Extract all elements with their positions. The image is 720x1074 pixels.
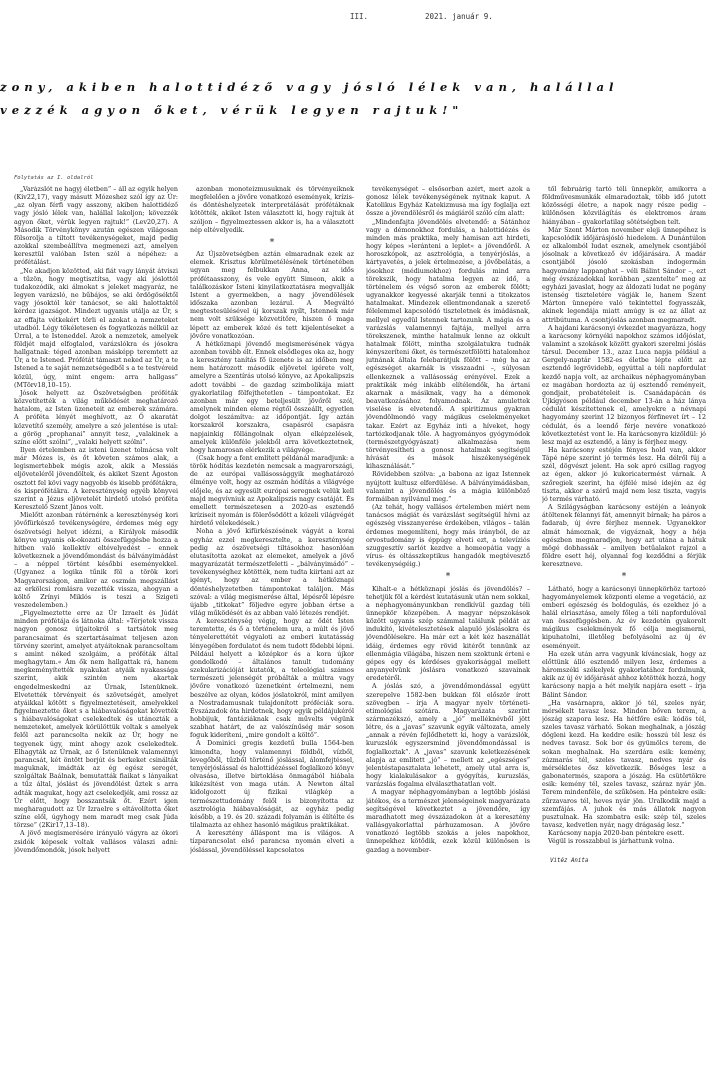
page-header [0, 8, 720, 30]
article-paragraph: A magyar néphagyományban a legtöbb jóslási játékos, és a természet jelenségeinek magyarázata segítségével következtet a jövendőre, így maradhatott meg évszázadokon át a keresztény vallásgyakorlattal párhuzamosan. A jövőre vonatkozó legtöbb szokás a jeles napokhoz, ünnepekhez kötődik, ezek közül különösen is gazdag a november- [366, 789, 530, 854]
article-paragraph: Jósok helyett az Ószövetségben próféták közvetítették a világ működését meghatározó hatalom, az Isten üzeneteit az emberek számára. A próféta lényét meghívott, az Ő akaratát közvetítő személy, amelyre a szó jelentése is utal: a görög „prophanai” annyit tesz, „valakinek a színe előtt szólni”, „valaki helyett szólni”. [14, 389, 178, 446]
article-paragraph: „Mindenfajta jövendölés elvetendő: a Sátánhoz vagy a démonokhoz fordulás, a halottidézés és minden más praktika, mely hamisan azt hirdeti, hogy képes »leránteni a leplet« a jövendőről. A horoszkópok, az asztrológia, a tenyérjóslás, a kártyavetés, a jelek értelmezése, a jövőbelátás, a jósokhoz (médiumokhoz) fordulás mind arra törekszik, hogy hatalma legyen az idő, a történelem és végső soron az emberek fölött; ugyanakkor kegyessé akarják tenni a titokzatos hatalmakat. Mindezek ellentmondanak a szerető félelemmel kapcsolódó tiszteletnek és imádásnak, mellyel egyedül Istennek tartozunk. A mágia és a varázslás valamennyi fajtája, mellyel arra törekszenek, minthe hatalmuk lenne az okkult hatalmak fölött, mintha szolgálatukra tudnák kényszeríteni őket, és természetfölötti hatalomhoz jutnának általa felebarátjuk fölött – még ha az egészséget akarnák is visszaadni –, súlyosan ellenkeznek a vallásosság erényével. Ezek a praktikák még inkább elítélendők, ha ártani akarnak a másiknak, vagy ha a démonok beavatkozásához folyamodnak. Az amulettek viselése is elvetendő. A spiritizmus gyakran jövendölmondó vagy mágikus cselekményeket takar. Ezért az Egyház inti a híveket, hogy tartózkodjanak tőle. A hagyományos gyógymódok (természetgyógyászat) alkalmazása nem törvényesítheti a gonosz hatalmak segítségül hívását és mások hiszékenységének kihasználását.” [366, 218, 530, 471]
article-paragraph: Ha ezek után arra vagyunk kíváncsiak, hogy az előttünk álló esztendő milyen lesz, érdemes a háromszéki székelyek gyakorlatához fordulnunk, akik az új év időjárását ahhoz kötötték hozzá, hogy karácsony napja a hét melyik napjára esett – írja Bálint Sándor. [542, 650, 706, 699]
article-paragraph: „Figyelmeztette erre az Úr Izraelt és Júdát minden prófétája és látnoka által: »Térjetek vissza nagyon gonosz útjaitokról s tartsátok meg parancsaimat és szertartásaimat teljesen azon törvény szerint, amelyet atyáitoknak parancsoltam s amint néked szolgáim, a próféták által meghagytam.« Ám ők nem hallgattak rá, hanem megkeményítették nyakukat atyáik nyakassága szerint, akik szintén nem akartak engedelmeskedni az Úrnak, Istenüknek. Elvetették törvényeit és szövetségét, amelyet atyáikkal kötött s figyelmeztetéseit, amelyekkel figyelmeztette őket s a hiábavalóságokat követték s hiábavalóságokat cselekedtek és utánozták a nemzeteket, amelyek körülöttük voltak s amelyek felől azt parancsolta nekik az Úr, hogy ne tegyenek úgy, mint ahogy azok cselekedtek. Elhagyták az Úrnak, az ő Istenüknek valamennyi parancsát, két öntött borjút és berkeket csinálták maguknak, imádták az ég egész seregét, szolgáltak Baálnak, bemutatták fiaikat s lányaikat a tűz által, jóslást és jövendölést űztek s arra adták magukat, hogy azt cselekedjék, ami rossz az Úr előtt, hogy bosszantsák őt. Ezért igen megharagudott az Úr Izraelre s eltávolította őket színe elől, úgyhogy nem maradt meg csak Júda törzse” (2Kir17,13–18). [14, 610, 178, 830]
article-paragraph: A Dominici gregis kezdetű bulla 1564-ben kimondta, hogy valamennyi földből, vízből, levegőből, tűzből történő jóslással, álomfejtéssel, tenyérjóslással és halottidézéssel foglalkozó könyv olvasása, illetve birtoklása önmagából hiábala kikézsítést von maga után. A Newton által kidolgozott új fizikai világkép a természettudomány felől is bizonyította az asztrológia hiábavalóságát, az egyház pedig később, a 19. és 20. századi folyamán is élítélte és tilalmazta az ehhez hasonló mágikus praktikákat. [190, 740, 354, 830]
continuation-note: Folytatás az I. oldalról [14, 175, 94, 181]
article-paragraph: tevékenységet – elsősorban azért, mert azok a gonosz lélek tevékenységének nyitnak kaput. A Katolikus Egyház Katekizmusa ma így foglalja ezt össze a jövendölésről és mágiáról szóló cím alatt: [366, 186, 530, 218]
section-separator: * [269, 237, 275, 248]
article-paragraph: Kihalt-e a hétköznapi jóslás és jövendölés? – tehetjük föl a kérdést kutatásunk után nem sokkal, a néphagyományunkban rendkívül gazdag téli ünnepkör közepében. A magyar népszokások között ugyanis szép számmal találunk példát az indukító, kivételesztetések alapuló jóslásokra és jövendölésekre. Ha már ezt a két kéz használlát idáig, érdemes egy rövid kitérőt tennünk az ellenmágia világába, hiszen nem szoktunk érteni e gépes egy és kérdéses gyakorisággal mellett anyanyelvünk jóslásra vonatkozó szavainak eredetéről. [366, 585, 530, 683]
pull-quote [0, 76, 720, 122]
article-column-3 [366, 186, 530, 1066]
article-paragraph: Ilyen értelemben az isteni üzenet tolmácsa volt már Mózes is, és őt követen számos alak, a legismertebbek mégis azok, akik a Messiás eljöveteléről jövendöltek, és akiket Szent Ágoston osztott fel kövi vagy nagyobb és kisebb prófétákra, és kisprófétákra. A kereszténység egyéb könyvei szerint a Jézus eljövetelét hirdető utolsó próféta Keresztelő Szent János volt. [14, 447, 178, 512]
article-paragraph: A jövő megismerésére irányuló vágyra az ókori zsidók képesek voltak vallásos válaszi adni: jövendőmondók, jósok helyett [14, 830, 178, 854]
article-column-4 [542, 186, 706, 1066]
pull-quote-line-1: zony, akiben halottidéző vagy jósló lélek van, halállal [0, 80, 619, 94]
article-paragraph: azonban monoteizmusuknak és törvényeiknek megfelelően a jövőre vonatkozó események, krízis- és döntéshelyzetek interpretálását prófétáknak kötötték, akiket Isten választott ki, hogy rajtuk át szóljon – figyelmeztessen akkor is, ha a választott nép eltévelyedik. [190, 186, 354, 234]
article-paragraph: Látható, hogy a karácsonyi ünnepkörhöz tartozó hagyományelemek központi eleme a vegetáció, az emberi egészség és boldogulás, és ezekhez jó a halál elriasztása, amely főleg a téli napfordulóval van összefüggésben. Az év kezdetén gyakorolt mágikus cselekmények fő célja megismerni, kipuhatolni, illetőleg befolyásolni az új év eseményeit. [542, 585, 706, 650]
article-paragraph: „Ne akadjon közötted, aki fiát vagy lányát átviszi a tűzön, hogy megtisztítsa, vagy aki jóslottól tudakozódik, aki álmokat s jeleket magyaráz, ne legyen varázsló, ne bűbájos, se aki ördögöséktől vagy jósoktól kér tanácsot, se aki halottaktól kérdez igazságot. Mindezt ugyanis utálja az Úr, s az effajta vétkekért törli el azokat a nemzeteket utadból. Légy tökéletesen és fogyatkozás nélkül az Úrral, a te Isteneddel. Azok a nemzetek, amelyek földjét majd elfoglalod, varázslókra és jósokra hallgatnak: téged azonban másképp teremtett az Úr, a te Istened. Prófétát támaszt neked az Úr, a te Istened a te saját nemzetségedből s a te testvéreid közül, úgy, mint engem: arra hallgass” (MTörv18,10–15). [14, 267, 178, 389]
article-paragraph: Már Szent Márton november eleji ünnepéhez is kapcsolódik időjárásjósló hiedelem. A Dunántúlon ez alkalomból ludat esznek, amelynek csontjából jósolnak a következő év időjárására. A madár csontjából jósoló szokásban indogermán hagyomány lappanghat – véli Bálint Sándor –, ezt még évszázadokkal korábban „szentelte” meg az egyházi javaslat, hogy az áldozati ludat ne pogány istenség tiszteletére vágják le, hanem Szent Márton ünnepére való tekintettel fogyasszák, akinek legendája miatt amúgy is ez az állat az attribútuma. A csontjóslás azonban megmaradt. [542, 226, 706, 324]
article-paragraph: A jóslás szó, a jövendőmondással együtt szerepelve 1582-ben bukkan föl először írott szövegben – írja A magyar nyelv történeti-etimológiai szótára. Magyarázata szerint származékszó, amely a „jó” melléknévből jött létre, és a „javas” szavunk egyik változata, amely „annak a révén fejlődhetett ki, hogy a varázslók, kuruzslók egyszersmind jövendőmondással is foglalkoztak”. A „javas” szavunk keletkezésének alapja az emlitett „jó” – mellett az „egészséges” jelentéstapasztalata lehetett, amely utal arra is, hogy kialakulásakor a gyógyítás, kuruzslás, varázslás fogalma elválaszthatatlan volt. [366, 683, 530, 789]
article-paragraph: A hétköznapi jövendő megismerésének vágya azonban tovább élt. Ennek elsődleges oka az, hogy a keresztény tanítás fő üzenete is az időben meg nem határozott második eljövetel igérete volt, amelyre a Szentírás utolsó könyve, az Apokalipszis adott további – de gazdag szimbolikája miatt gyakorlatilag fölfejthetetlen – támpontokat. Ez azonban már egy beteljesült jövőről szól, amelynek minden eleme régtől összeállt, egyetlen dolgot leszámítva: az időpontját. Így aztán korszakról korszakra, csapásról csapásra napjainkig föllángolnak olyan elképzelések, amelyek különféle jelekből arra következtetnek, hogy hamarosan elérkezik a világvége. [190, 340, 354, 454]
article-paragraph: től februárig tartó téli ünnepkör, amikorra a földművesmunkák elmaradoztak, több idő jutott közösségi életre, a napok nagy része pedig – különösen közvilágítás és elektromos áram hiányában – gyakorlatilag sötétségben telt. [542, 186, 706, 226]
article-column-1 [14, 186, 178, 1066]
article-paragraph: A hajdani karácsonyi évkezdet magyarázza, hogy a karácsony környéki napokhoz számos időjóslat, valamint a szokások között gyakori szerelmi jóslás társul. December 13., azaz Luca napja például a Gergely-naptár 1582-es életbe lépte előtt az esztendő legrövidebb, egyúttal a téli napfordulat kezdő napja volt, az archaikus néphagyományban ez magában hordozta az új esztendő reményeit, gondjait, probatételeit is. Csanádapácán és Újkígyóson például december 13-án a ház lánya cédulát készítettenek el, amelyekre a névnapi hagyomány szerint 12 bizonyos férfinevet írt – 12 cédulát, és a leendő férje nevére vonatkozó következtetést vont le. Ha karácsonyra kizöldül: jó lesz majd az esztendő, a lány is férjhez megy. [542, 324, 706, 446]
page-number: III. [350, 12, 369, 21]
issue-date: 2021. január 9. [425, 12, 493, 21]
article-paragraph: A keresztény álláspont ma is világos. A tízparancsolat első parancsa nyomán elveti a jóslással, jövendöléssel kapcsolatos [190, 830, 354, 854]
section-separator: * [445, 572, 451, 583]
article-body [14, 186, 706, 1066]
article-paragraph: A Szilágyságban karácsony estéjén a leányok átöltenek félannyi fát, amennyit bírnak; ha páros a fadarab, új évre férjhez mennek. Ugyanekkor almát hámoznak, de vigyáznak, hogy a héja egészben megmaradjon, hogy azt utána a hátuk mögé dobhassák – amilyen betűalakot rajzol a földre esett héj, olyannal fog kezdődni a férjük keresztneve. [542, 504, 706, 569]
article-paragraph: Mielőtt azonban rátérnénk a kereszténység kori jövőfürkésző tevékenységére, érdemes még egy ószövetségi helyet idézni, a Királyok második könyve ugyanis ok-okozati összefüggésbe hozza a hitben való kollektív eltévelyedést – ennek következnek a jövendőmondást és bálványimádást – a néppel történt későbbi eseményekkel. (Ugyanez a logika tűnik föl a török kori Magyarországon, amikor az oszmán megszállást az erkölcsi romlásra vezették vissza, ahogyan a költő Zrínyi Miklós is teszi a Szigeti veszedelemben.) [14, 512, 178, 609]
article-paragraph: „Ha vasárnapra, akkor jó tél, szeles nyár, mérsékelt tavasz lesz. Minden bőven terem, a jószág szapora lesz. Ha hétfőre esik: kódös tél, szeles tavasz várható. Sokan meghalnak, a jószág dögleni kezd. Ha keddre esik: hosszú tél lesz és nedves tavasz. Sok bor és gyümölcs terem, de sokan meghalnak. Ha szerdára esik: kemény, zúzmarás tél, szeles tavasz, nedves nyár és mérsékletes ősz következik. Bőséges lesz a gabonatermés, szapora a jószág. Ha csütörtökre esik: kemény tél, szeles tavasz, száraz nyár jön. Terem mindenféle, de szűkösen. Ha péntekre esik: zűrzavaros tél, heves nyár jön. Uralkodik majd a szemfájás. A juhok és más állatok nagyon pusztulnak. Ha szombatra esik: szép tél, szeles tavasz, kedvetlen nyár, nagy drágaság lesz.” [542, 699, 706, 830]
article-paragraph: A kereszténység végig, hogy az ődét Isten teremtette, és ő a történelem ura, a múlt és jövő tényelerettétét végyaloti az emberi kutatásság lényegében fordulatot és nem tudott födebbi lépni. Például helyett a középkor és a kora újkor gondolkodó – általános tanult tudomány szekularizációját kutatók, a teleológiai számos természeti jelenségét próbálták a múltra vagy jövőre vonatkozó üzenetként értelmezni, nem beszélve az olyan, kódos jóslatokról, mint amilyen a Nostradamusnak tulajdonított próféciák sora. Évszázadok óta hirdetnek, hogy egyik példájukéról hobbijuk, fantáziáknak csak művelts végünk szabhat határt, de az valószínűség már soson foguk kideríteni, „mire gondolt a költő”. [190, 618, 354, 740]
article-paragraph: „Varázslót ne hagyj életben” – áll az egyik helyen (Kiv22,17), vagy másutt Mózeshez szól így az Úr: „az olyan férfi vagy asszony, akiben halottidéző vagy jósló lélek van, halállal lakoljon; kövezzék agyon őket, vérük legyen rajtuk!” (Lev20,27). A Második Törvénykönyv azután egészen világosan fölsorolja a tiltott tevékenységeket, majd pedig azokkal szembeállítva megmenezi azt, amelyen keresztül valóban Isten szól a népéhez: a prófétálást. [14, 186, 178, 267]
article-paragraph: (Csak hogy a fent említett példánál maradjunk: a török hódítás kezdetén nemcsak a magyarországi, de az európai vallásossággyik meghatározó élménye volt, hogy az oszmán hódítás a világvége előjele, és az egyesült európai seregnek velük kell majd megvívniuk az Apokalipszis nagy csatáját. És emellett természetesen a 2020-as esztendő kríziseit nyomán is fölerősödött a közeli világvégét hirdető vélekedések.) [190, 455, 354, 528]
article-paragraph: (Az tehát, hogy vallásos értelemben miért nem tanácsos mágiát és varázslást segítségül hívni az egészség visszanyerése érdekében, világos – talán érdemes megemlíteni, hogy más irányból, de az orvostudomány is éppúgy elveti ezt, a televíziós szuggesztív sarlót kezdve a homeopátia vagy a vírus- és oltásszkeptikus hangadók megtévesztő tevékenységéig.) [366, 504, 530, 569]
article-column-2 [190, 186, 354, 1066]
article-paragraph: Rövidebben szólva: „a babona az igaz Istennek nyújtott kultusz elferdülése. A bálványimádásban, valamint a jövendölés és a mágia különböző formáiban nyilvánul meg.” [366, 471, 530, 503]
article-paragraph: Noha a jövő kifürkészésének vágyát a korai egyház ezzel megkeresztelte, a kereszténység pedig az ószövetségi tiltásokhoz hasonlóan elutasította azokat az elemeket, amelyek a jövő magyarázatát természetfeletti – „bálványimádó” – tevékenységhez kötötték, nem tudta kiirtani azt az igényt, hogy az ember a hétköznapi döntéshelyzetetben támpontokat találjon. Más szóval: a világ megismerése által, lépésről lépésre újabb „titkokat” följedve egyre jobban értse a világ működését és az abban való létezés rendjét. [190, 528, 354, 617]
article-paragraph: Végül is rosszabbul is járhattunk volna. [548, 838, 675, 846]
pull-quote-line-2: vezzék agyon őket, vérük legyen rajtuk!" [0, 103, 464, 117]
section-separator: * [621, 572, 627, 583]
author-signature: Vitéz Anita [550, 857, 589, 864]
article-paragraph: Az Újszövetségben aztán elmaradnak ezek az elemek. Krisztus körülmetélésének történetében ugyan meg felbukkan Anna, az idős prófétaasszony, és vele együtt Simeon, akik a találkozáskor Isteni kinyilatkoztatásra megvallják Istent a gyermekben, a nagy jövendölések időszaka azonban lezárul. A Megváltó megtestesülésével új korszak nyílt, Istennek már nem volt szüksége közvetítőre, hiszen ő maga lépett az emberek közé és tett kijelentéseket a jövőre vonatkozóan. [190, 251, 354, 340]
article-paragraph: Karácsony napja 2020-ban péntekre esett. [548, 830, 685, 838]
article-paragraph: Ha karácsony estéjén fényes hold van, akkor Tápé népe szerint jó termés lesz. Ha délről fúj a szél, dögvészt jelent. Ha sok apró csillag ragyog az égen, akkor jó kukoricatermést várnak. A szőregiek szerint, ha éjfélé misé idején az ég tiszta, akkor a szérű majd nem lesz tiszta, vagyis jó termés várható. [542, 447, 706, 503]
